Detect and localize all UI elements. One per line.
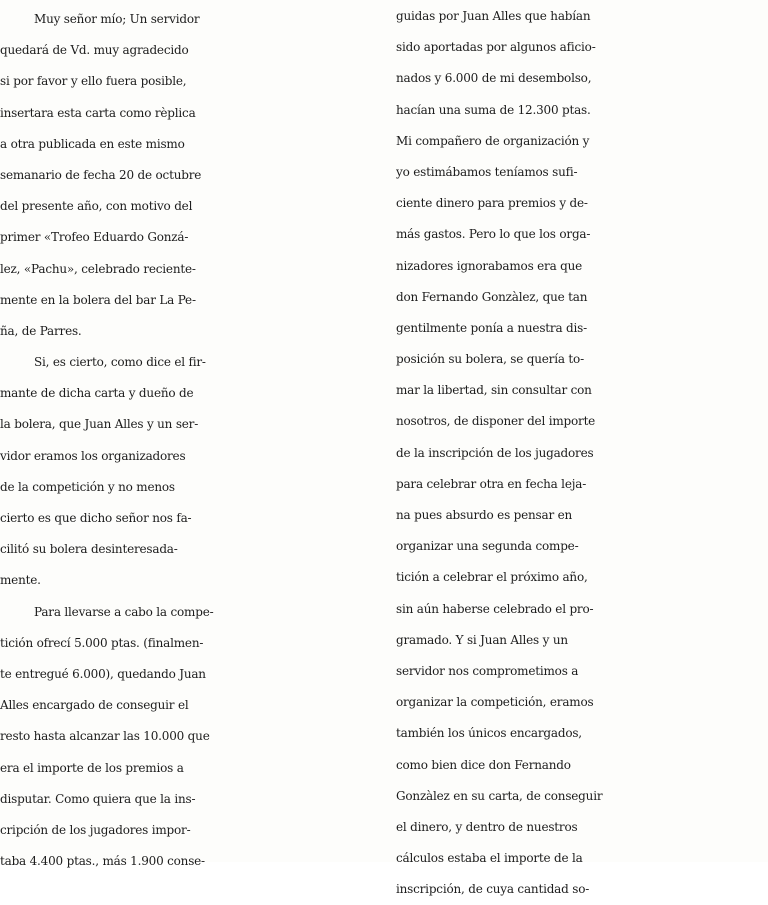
text-line: a otra publicada en este mismo bbox=[0, 136, 185, 151]
text-line: mante de dicha carta y dueño de bbox=[0, 386, 194, 401]
text-line: tición a celebrar el próximo año, bbox=[396, 570, 588, 585]
text-line: el dinero, y dentro de nuestros bbox=[396, 819, 578, 834]
text-line: nosotros, de disponer del importe bbox=[396, 414, 596, 429]
text-line: del presente año, con motivo del bbox=[0, 199, 193, 214]
text-line: cálculos estaba el importe de la bbox=[396, 851, 583, 866]
text-line: vidor eramos los organizadores bbox=[0, 448, 186, 463]
text-line: mente. bbox=[0, 573, 41, 588]
text-line: gentilmente ponía a nuestra dis- bbox=[396, 320, 587, 335]
text-line: como bien dice don Fernando bbox=[396, 757, 571, 772]
text-line: don Fernando Gonzàlez, que tan bbox=[396, 289, 588, 304]
text-line: Para llevarse a cabo la compe- bbox=[34, 604, 214, 619]
text-line: guidas por Juan Alles que habían bbox=[396, 9, 591, 23]
text-line: inscripción, de cuya cantidad so- bbox=[396, 882, 590, 897]
text-line: nados y 6.000 de mi desembolso, bbox=[396, 71, 592, 86]
text-line: Si, es cierto, como dice el fir- bbox=[34, 355, 206, 370]
text-line: yo estimábamos teníamos sufi- bbox=[396, 164, 578, 179]
text-line: mar la libertad, sin consultar con bbox=[396, 383, 592, 398]
text-line: taba 4.400 ptas., más 1.900 conse- bbox=[0, 854, 205, 869]
text-column-right bbox=[396, 1, 768, 905]
text-line: organizar la competición, eramos bbox=[396, 695, 594, 710]
text-line: si por favor y ello fuera posible, bbox=[0, 74, 187, 89]
text-line: cierto es que dicho señor nos fa- bbox=[0, 511, 192, 525]
text-line: cilitó su bolera desinteresada- bbox=[0, 542, 178, 557]
text-line: Mi compañero de organización y bbox=[396, 133, 590, 148]
text-line: tición ofrecí 5.000 ptas. (finalmen- bbox=[0, 635, 204, 650]
text-line: lez, «Pachu», celebrado reciente- bbox=[0, 261, 196, 276]
text-line: mente en la bolera del bar La Pe- bbox=[0, 292, 196, 307]
text-line: Gonzàlez en su carta, de conseguir bbox=[396, 788, 603, 803]
text-line: hacían una suma de 12.300 ptas. bbox=[396, 102, 591, 117]
text-line: servidor nos comprometimos a bbox=[396, 663, 579, 678]
text-line: primer «Trofeo Eduardo Gonzá- bbox=[0, 230, 189, 245]
text-column-left bbox=[0, 4, 380, 877]
text-line: resto hasta alcanzar las 10.000 que bbox=[0, 729, 210, 744]
text-line: semanario de fecha 20 de octubre bbox=[0, 167, 202, 182]
text-line: insertara esta carta como rèplica bbox=[0, 105, 196, 120]
text-line: la bolera, que Juan Alles y un ser- bbox=[0, 417, 199, 432]
text-line: Muy señor mío; Un servidor bbox=[34, 12, 200, 26]
text-line: sido aportadas por algunos aficio- bbox=[396, 40, 596, 55]
text-line: cripción de los jugadores impor- bbox=[0, 822, 191, 837]
text-line: ña, de Parres. bbox=[0, 323, 82, 338]
text-line: para celebrar otra en fecha leja- bbox=[396, 476, 587, 491]
text-line: sin aún haberse celebrado el pro- bbox=[396, 601, 594, 616]
text-line: de la competición y no menos bbox=[0, 479, 175, 494]
text-line: na pues absurdo es pensar en bbox=[396, 508, 573, 522]
text-line: más gastos. Pero lo que los orga- bbox=[396, 227, 591, 242]
text-line: ciente dinero para premios y de- bbox=[396, 196, 588, 211]
text-line: era el importe de los premios a bbox=[0, 760, 184, 775]
text-line: gramado. Y si Juan Alles y un bbox=[396, 632, 568, 647]
text-line: quedará de Vd. muy agradecido bbox=[0, 43, 189, 58]
text-line: te entregué 6.000), quedando Juan bbox=[0, 666, 206, 681]
text-line: de la inscripción de los jugadores bbox=[396, 445, 594, 460]
text-line: disputar. Como quiera que la ins- bbox=[0, 791, 196, 806]
text-line: Alles encargado de conseguir el bbox=[0, 698, 189, 713]
text-line: posición su bolera, se quería to- bbox=[396, 352, 584, 367]
text-line: nizadores ignorabamos era que bbox=[396, 258, 583, 273]
text-line: también los únicos encargados, bbox=[396, 726, 582, 741]
text-line: organizar una segunda compe- bbox=[396, 539, 579, 554]
